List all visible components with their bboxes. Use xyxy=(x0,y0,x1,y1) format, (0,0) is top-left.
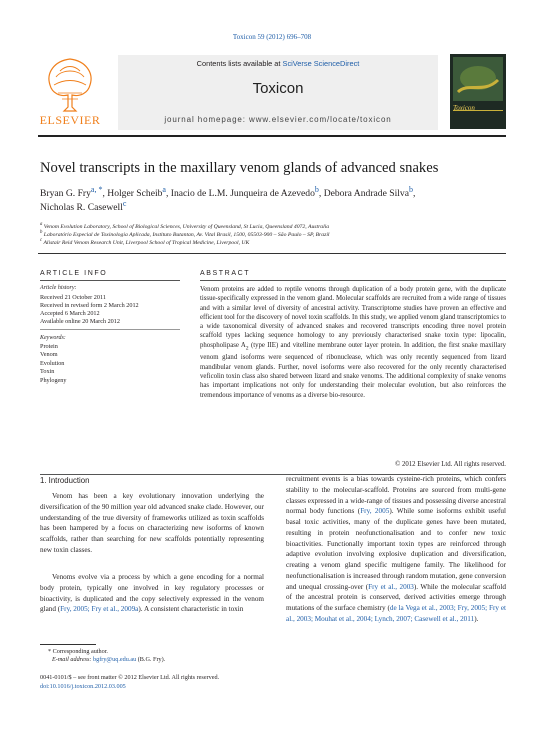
paragraph-text: recruitment events is a bias towards cysteine-rich proteins, which confers stability to the molecular-scaffold. Proteins are sourced from multi-gene classes expressed in a wide-range of tissues and possessing diverse ancestral normal body functions ( xyxy=(286,475,506,516)
author-email-line: E-mail address: bgfry@uq.edu.au (B.G. Fry). xyxy=(52,656,166,663)
affiliation-a: $^a$ Venom Evolution Laboratory, School of Biological Sciences, University of Queensland, St Lucia, Queensland 4072, Australia xyxy=(40,222,330,230)
affiliation-b: $^b$ Laboratório Especial de Toxinologia Aplicada, Instituto Butantan, Av. Vital Brasil, 1500, 05503-900 – São Paulo – SP, Brazil xyxy=(40,230,330,238)
introduction-heading: 1. Introduction xyxy=(40,476,90,485)
abstract-divider xyxy=(200,280,506,281)
history-revised: Received in revised form 2 March 2012 xyxy=(40,302,139,309)
doi-link[interactable]: doi:10.1016/j.toxicon.2012.03.005 xyxy=(40,683,126,690)
citation-link[interactable]: Fry, 2005 xyxy=(360,507,390,516)
author-affiliation-mark[interactable]: a xyxy=(162,185,166,194)
author-name: Holger Scheib xyxy=(107,188,163,200)
article-info-heading: ARTICLE INFO xyxy=(40,270,108,277)
paragraph-text: Venom has been a key evolutionary innovation underlying the diversification of the 90 million year old advanced snake clade. However, our understanding of the true diversity of frameworks utilized as toxin scaffolds has been hampered by a focus on characterizing new isoforms of known scaffolds, rather than searching for new scaffolds potentially representing new toxin classes. xyxy=(40,492,264,554)
author-name: Debora Andrade Silva xyxy=(323,188,409,200)
author-affiliation-mark[interactable]: b xyxy=(408,185,413,194)
paragraph-text: ). While some isoforms exhibit useful basal toxic activities, many of the duplicate genes have been mutated, resulting in protein neofunctionalisation and to confer new toxic bioactivities. Functionally important toxin types are reinforced through adaptive evolution involving explosive duplication and diversification, creating a venom gland specific multigene family. The likelihood for neofunctionalisation is increased through random mutation, gene conversion and unequal crossing-over ( xyxy=(286,507,506,591)
intro-paragraph-2 xyxy=(40,572,264,615)
keyword: Evolution xyxy=(40,360,65,367)
author-affiliation-mark[interactable]: a, * xyxy=(90,185,103,194)
keyword: Venom xyxy=(40,351,58,358)
authors-line xyxy=(40,185,415,199)
history-online: Available online 20 March 2012 xyxy=(40,318,120,325)
history-accepted: Accepted 6 March 2012 xyxy=(40,310,100,317)
footnote-divider xyxy=(40,644,96,645)
sciencedirect-link[interactable]: SciVerse ScienceDirect xyxy=(282,59,360,68)
history-label: Article history: xyxy=(40,285,77,291)
affiliation-c: $^c$ Alistair Reid Venom Research Unit, Liverpool School of Tropical Medicine, Liverpool, UK xyxy=(40,238,250,246)
author-separator: , xyxy=(165,188,171,200)
contents-prefix: Contents lists available at xyxy=(196,59,283,68)
article-info-divider xyxy=(40,280,180,281)
author-name: Inacio de L.M. Junqueira de Azevedo xyxy=(170,188,315,200)
keyword: Phylogeny xyxy=(40,377,67,384)
intro-paragraph-1 xyxy=(40,491,264,556)
issn-line: 0041-0101/$ – see front matter © 2012 Elsevier Ltd. All rights reserved. xyxy=(40,674,220,681)
header-divider xyxy=(38,135,506,137)
author-affiliation-mark[interactable]: b xyxy=(314,185,319,194)
title-divider xyxy=(38,253,506,254)
journal-homepage xyxy=(118,115,438,124)
author-separator: , xyxy=(318,188,324,200)
journal-cover-thumbnail-icon xyxy=(450,54,506,129)
elsevier-wordmark: ELSEVIER xyxy=(39,113,101,127)
cover-title: Toxicon xyxy=(453,104,475,112)
keywords-divider xyxy=(40,329,180,330)
author-name: Nicholas R. Casewell xyxy=(40,202,123,214)
contents-line xyxy=(118,59,438,68)
keyword: Protein xyxy=(40,343,58,350)
author-separator: , xyxy=(102,188,108,200)
citation-link[interactable]: de la Vega et al., 2003; Fry, 2005; Fry et al., 2003; Mouhat et al., 2004; Lynch, 2007; Casewell et al., 2011 xyxy=(286,604,506,623)
corresponding-author-note: * Corresponding author. xyxy=(48,648,108,655)
paragraph-text: ). xyxy=(474,614,479,623)
paragraph-text: ). A consistent characteristic in toxin xyxy=(138,605,244,614)
paragraph-text: ). While the molecular scaffold of the ancestral protein is conserved, derived activities emerge through mutations of the surface chemistry ( xyxy=(286,582,506,612)
author-email-link[interactable]: bgfry@uq.edu.au xyxy=(93,656,137,663)
homepage-prefix: journal homepage: xyxy=(164,115,250,124)
keyword: Toxin xyxy=(40,368,55,375)
paragraph-text: Venoms evolve via a process by which a gene encoding for a normal body protein, typically one involved in key regulatory processes or bioactivity, is duplicated and the copy selectively expressed in the venom gland ( xyxy=(40,573,264,614)
homepage-url[interactable]: www.elsevier.com/locate/toxicon xyxy=(249,115,392,124)
abstract-copyright: © 2012 Elsevier Ltd. All rights reserved. xyxy=(395,461,506,468)
journal-citation[interactable]: Toxicon 59 (2012) 696–708 xyxy=(232,33,312,41)
author-separator: , xyxy=(412,188,416,200)
abstract-text: Venom proteins are added to reptile venoms through duplication of a body protein gene, with the duplicate tissue-specifically expressed in the venom gland. Molecular scaffolds are recruited from a wide range of tissues and with a similar level of diversity of ancestral activity. Transcriptome studies have proven an effective and efficient tool for the discovery of novel toxin scaffolds. In this study, we applied venom gland transcriptomics to a wide taxonomical diversity of advanced snakes and recovered transcripts encoding three novel protein scaffold types lacking sequence homology to any previously characterised snake toxin type: lipocalin, phospholipase $A_2$ (type IIE) and vitelline membrane outer layer protein. In addition, the first snake maxillary venom gland isoforms were sequenced of ribonuclease, which was only recently sequenced from lizard mandibular venom glands. Further, novel isoforms were also recovered for the only recently characterised veficolin toxin class also shared between lizard and snake venoms. The additional complexity of snake venoms has important implications not only for understanding their molecular evolution, but also reinforces the tremendous importance of venoms as a diverse bio-resource. xyxy=(200,286,507,399)
citation-link[interactable]: Fry et al., 2003 xyxy=(368,582,414,591)
abstract-heading: ABSTRACT xyxy=(200,270,251,277)
citation-link[interactable]: Fry, 2005; Fry et al., 2009a xyxy=(60,605,139,614)
article-title: Novel transcripts in the maxillary venom glands of advanced snakes xyxy=(40,160,439,176)
journal-title: Toxicon xyxy=(252,80,304,97)
history-received: Received 21 October 2011 xyxy=(40,294,106,301)
intro-right-column xyxy=(286,474,506,625)
author-affiliation-mark[interactable]: c xyxy=(122,199,127,208)
authors-line xyxy=(40,199,126,213)
keywords-label: Keywords: xyxy=(40,335,66,341)
author-name: Bryan G. Fry xyxy=(40,188,91,200)
